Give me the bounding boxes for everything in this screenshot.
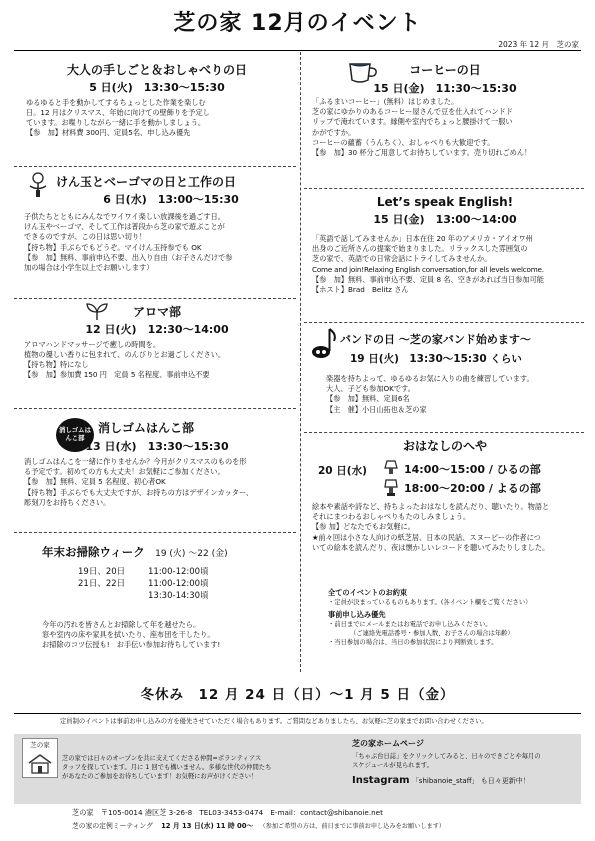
event-cleaning-line: 窓や室内の床や家具を拭いたり、座布団を干したり。: [42, 630, 215, 640]
divider: [304, 188, 584, 189]
event-cleaning-line: お掃除のコツ伝授も! お手伝い参加お待ちしています!: [42, 640, 221, 650]
volunteer-line: タッフを探しています。月に 1 回でも構いません。多様な世代の仲間たち: [62, 764, 272, 772]
event-band-title: バンドの日 ～芝の家バンド始めます～: [340, 333, 531, 346]
event-rules-notice: [328, 588, 586, 647]
event-kendama-line: 子供たちとともにみんなでワイワイ楽しい放課後を過ごす日。: [24, 212, 225, 221]
event-band-line: 大人、子ども参加OKです。: [326, 384, 415, 394]
event-hanko-line: 消しゴムはんこを一緒に作りませんか？今月がクリスマスのものを形: [24, 457, 247, 466]
instagram-label: Instagram: [352, 774, 410, 786]
event-aroma-line: アロマハンドマッサージで癒しの時間を。: [24, 339, 161, 349]
event-english-line: 出身のご近所さんの提案で始まりました。リラックスした雰囲気の: [312, 244, 528, 254]
event-ohanashi: [300, 438, 590, 455]
event-aroma-title: アロマ部: [132, 305, 181, 319]
event-ohanashi-line: 絵本や素話や詩など、持ちよったおはなしを読んだり、聴いたり。物語と: [312, 502, 550, 511]
event-kendama-line: けん玉やベーゴマ、そして工作は普段から芝の家で遊ぶことが: [24, 222, 225, 232]
event-craft-line: 【参 加】材料費 300円、定員5名、申し込み優先: [26, 128, 191, 138]
divider: [304, 322, 584, 323]
event-kendama-line: できるのですが、この日は思い切り！: [24, 232, 147, 242]
event-kendama: [50, 174, 292, 210]
event-ohanashi-line: いての絵本を読んだり、夜は懐かしいレコードを聴いてみたりしました。: [312, 542, 550, 552]
event-english: [300, 194, 590, 230]
homepage-line: スケジュールが見られます。: [352, 762, 433, 770]
homepage-title: 芝の家ホームページ: [352, 739, 424, 748]
event-coffee-body: [312, 97, 531, 158]
event-aroma-line: 植物の優しい香りに包まれて、のんびりとお過ごしください。: [24, 349, 226, 359]
event-coffee-when: 15 日(金) 11:30～15:30: [373, 82, 517, 96]
event-ohanashi-body: [312, 502, 549, 553]
divider: [14, 166, 296, 167]
cleaning-schedule: [78, 566, 213, 602]
event-ohanashi-slot-night: 18:00～20:00 / よるの部: [404, 482, 541, 495]
event-band-line: 【参 加】無料、定員6名: [326, 394, 410, 404]
notice-heading: 全てのイベントのお約束: [328, 588, 408, 597]
lamp-icon: [381, 458, 401, 498]
holiday-rule: [14, 713, 581, 714]
event-hanko-title: 消しゴムはんこ部: [98, 421, 195, 435]
event-coffee-line: 「ふるまいコーヒー」(無料）はじめました。: [312, 97, 459, 106]
event-ohanashi-line: それにまつわるおしゃべりもたのしみましょう。: [312, 512, 471, 522]
event-kendama-body: [24, 212, 232, 273]
top-rule: [14, 50, 581, 51]
event-hanko-body: [24, 457, 253, 508]
event-band-line: 楽器を持ちよって、ゆるゆるお気に入りの曲を練習しています。: [326, 374, 534, 383]
event-coffee-line: 芝の家にゆかりのあるコーヒー屋さんで豆を仕入れてハンドド: [312, 107, 513, 117]
homepage-info: [352, 738, 541, 788]
volunteer-line: 芝の家では日々のオープンを共に支えてくださる仲間=ボランティアス: [62, 755, 262, 762]
music-note-icon: [310, 326, 338, 360]
event-english-body: [312, 234, 544, 295]
event-coffee-line: かがですか。: [312, 127, 356, 137]
event-hanko-line: 【持ち物】手ぶらでも大丈夫ですが、お持ちの方はデザインカッター、: [24, 487, 254, 497]
event-english-title: Let’s speak English!: [376, 195, 514, 209]
notice-line: ・定員が決まっているものもあります。(各イベント欄をご覧ください）: [328, 599, 532, 607]
event-aroma: [22, 304, 292, 381]
event-cleaning-range: 19 (火) ～22 (金): [155, 549, 228, 559]
event-ohanashi-line: ★前々回は小さな人向けの紙芝居、日本の民話、スヌーピーの作者につ: [312, 532, 541, 542]
schedule-time: 13:30-14:30頃: [148, 591, 209, 602]
event-coffee-line: 【参 加】30 杯分ご用意してお待ちしています。売り切れごめん！: [312, 148, 532, 158]
event-band-when: 19 日(火) 13:30～15:30 くらい: [350, 353, 522, 365]
event-english-line: 【ホスト】Brad Belitz さん: [312, 285, 409, 295]
instagram-handle[interactable]: 「shibanoie_staff」: [411, 776, 479, 785]
schedule-day: 19日、20日: [78, 567, 126, 577]
event-hanko-when-wrap: [22, 438, 292, 457]
event-ohanashi-line: 【参 加】どなたでもお気軽に。: [312, 522, 415, 532]
page-title: 芝の家 12月のイベント: [173, 11, 422, 36]
event-hanko-line: 彫刻刀をお持ちください。: [24, 497, 111, 507]
event-cleaning-line: 今年の汚れを皆さんとお掃除して年を越せたら。: [42, 620, 201, 629]
address-line: 芝の家 〒105-0014 港区芝 3-26-8 TEL03-3453-0474 E-mail：contact@shibanoie.net: [72, 808, 383, 817]
event-ohanashi-slot-day: 14:00～15:00 / ひるの部: [404, 463, 541, 476]
event-aroma-when: 12 日(火) 12:30～14:00: [85, 323, 229, 337]
kendama-icon: [24, 172, 52, 198]
event-hanko-line: 【参 加】無料、定員 5 名程度、初心者OK: [24, 477, 166, 487]
event-kendama-line: 【参 加】無料、事前申込不要、出入り自由（お子さんだけで参: [24, 252, 233, 262]
schedule-day: 21日、22日: [78, 579, 126, 590]
capacity-footnote: 定員制のイベントは事前お申し込みの方を優先させていただく場合もあります。ご質問などありましたら、お気軽に芝の家までお問い合わせください。: [60, 718, 488, 725]
schedule-day: [78, 590, 148, 602]
meeting-label: 芝の家の定例ミーティング: [72, 822, 153, 830]
meeting-line: [72, 822, 445, 832]
event-english-when: 15 日(金) 13:00～14:00: [373, 213, 517, 227]
logo-text: 芝の家: [30, 741, 50, 749]
schedule-time: 11:00-12:00頃: [148, 567, 209, 577]
event-band-header: [340, 332, 531, 348]
event-coffee-line: コーヒーの蘊蓄（うんちく）、おしゃべりも大歓迎です。: [312, 137, 495, 147]
event-english-line: 「英語で話してみませんか」日本在住 20 年のアメリカ・アイオワ州: [312, 234, 533, 243]
homepage-line: 「ちゃぶ台日誌」をクリックしてみると、日々のできごとや毎月の: [352, 753, 541, 761]
event-aroma-line: 【持ち物】特になし: [24, 360, 89, 370]
divider: [14, 408, 296, 409]
event-hanko-when: 13 日(水) 13:30～15:30: [85, 440, 229, 453]
event-band-line: 【主 催】小日山拓也＆芝の家: [326, 404, 427, 414]
column-divider: [300, 52, 301, 672]
event-craft-line: ゆるゆると手を動かしてするちょっとした作業を楽しむ: [26, 97, 206, 107]
event-english-line: 【参 加】無料、事前申込不要、定員 8 名、空きがあれば当日参加可能: [312, 274, 544, 284]
table-row: [78, 578, 213, 590]
event-ohanashi-title: おはなしのへや: [402, 439, 487, 453]
issue-date: 2023 年 12 月 芝の家: [498, 40, 579, 49]
event-kendama-line: 【持ち物】手ぶらでもどうぞ。マイけん玉持参でも OK: [24, 242, 202, 252]
event-craft: [22, 62, 292, 139]
notice-line: （ご連絡先電話番号・参加人数、お子さんの場合は年齢）: [350, 630, 514, 638]
notice-line: ・当日参加の場合は、当日の参加状況により判断致します。: [328, 639, 498, 647]
event-kendama-when: 6 日(水) 13:00～15:30: [103, 193, 239, 207]
event-coffee-title: コーヒーの日: [409, 63, 481, 77]
event-hanko: [98, 420, 292, 437]
notice-heading: 事前申し込み優先: [328, 609, 386, 619]
divider: [14, 532, 296, 533]
event-craft-line: 日。12 月はクリスマス、年始に向けての壁飾りを予定し: [26, 107, 210, 117]
event-aroma-line: 【参 加】参加費 150 円 定員 5 名程度、事前申込不要: [24, 370, 210, 380]
event-ohanashi-day: 20 日(水): [318, 465, 367, 477]
event-band-body: [326, 374, 534, 415]
instagram-suffix: も日々更新中！: [480, 776, 530, 785]
divider: [14, 298, 296, 299]
event-english-line: Come and join!Relaxing English conversation,for all levels welcome.: [312, 264, 544, 274]
event-craft-line: ています。お喋りしながら一緒に手を動かしましょう。: [26, 118, 206, 128]
event-kendama-title: けん玉とベーゴマの日と工作の日: [56, 175, 237, 189]
event-cleaning-header: [42, 544, 228, 561]
table-row: [78, 566, 213, 578]
notice-line: ・前日までにメールまたはお電話でお申し込みください。: [328, 621, 492, 628]
house-icon: [23, 751, 57, 775]
event-hanko-line: る予定です。初めての方も大丈夫！お気軽にご参加ください。: [24, 467, 225, 477]
volunteer-message: [62, 754, 271, 781]
event-coffee: [300, 62, 590, 99]
event-craft-title: 大人の手しごと＆おしゃべりの日: [66, 63, 247, 77]
event-english-line: 芝の家で、英語での日常会話にトライしてみませんか。: [312, 254, 492, 264]
event-coffee-line: リップで淹れています。縁側や室内でちょっと腰掛けて一服い: [312, 117, 513, 127]
meeting-date: 12 月 13 日(水) 11 時 00～: [161, 822, 254, 830]
winter-holiday-banner: 冬休み 12 月 24 日（日）～1 月 5 日（金）: [140, 687, 455, 703]
divider: [304, 432, 584, 433]
event-kendama-line: 加の場合は小学生以上でお願いします）: [24, 263, 154, 273]
event-craft-when: 5 日(火) 13:30～15:30: [89, 81, 225, 95]
table-row: [78, 590, 213, 602]
volunteer-line: があなたのご参加をお待ちしています！お気軽にお声がけください！: [62, 773, 258, 781]
shibanoie-logo: [22, 738, 58, 778]
meeting-note: （参加ご希望の方は、前日までに事前お申し込みをお願いします）: [259, 823, 446, 830]
event-cleaning-body: [42, 620, 220, 651]
event-cleaning-title: 年末お掃除ウィーク: [42, 545, 145, 559]
hanko-stamp-text: 消しゴムはんこ部: [59, 426, 91, 442]
schedule-time: 11:00-12:00頃: [148, 579, 209, 590]
